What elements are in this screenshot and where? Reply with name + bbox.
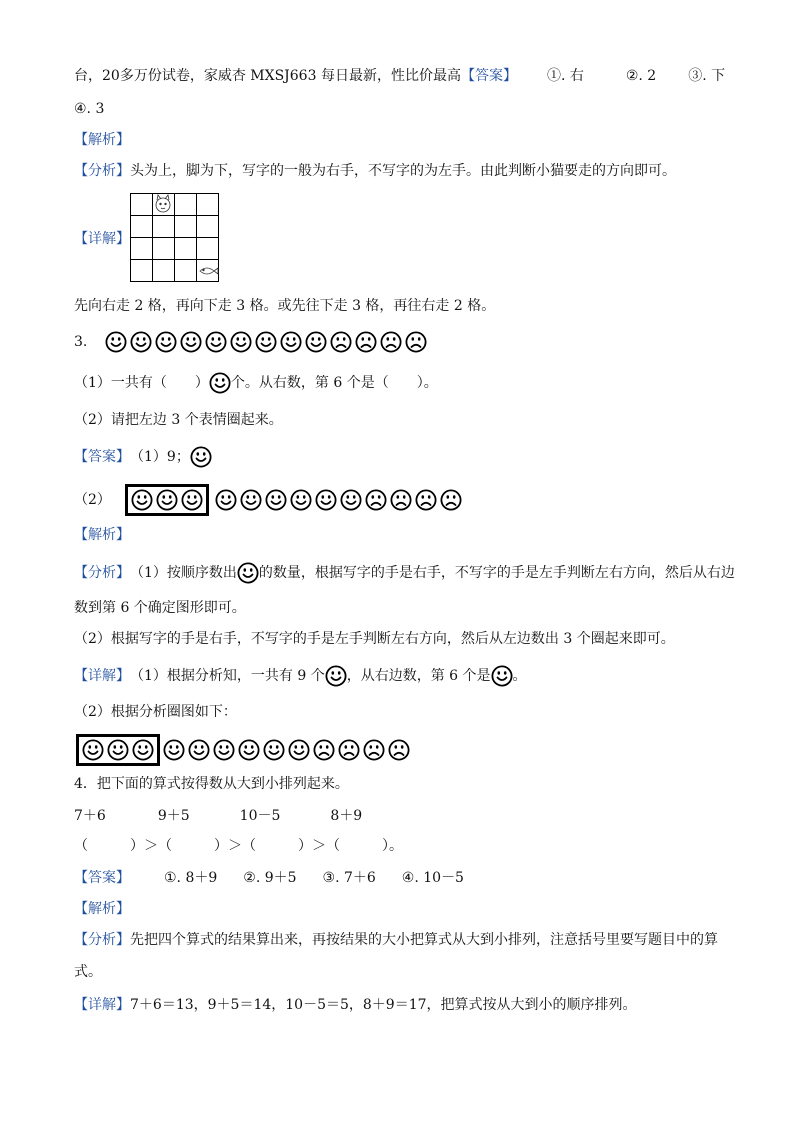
- smile-face-icon: [491, 665, 513, 687]
- smile-face-icon: [190, 446, 212, 468]
- smile-face-icon: [230, 331, 252, 353]
- frown-face-icon: [380, 331, 402, 353]
- expr-4: 8＋9: [330, 808, 363, 824]
- frown-face-icon: [405, 331, 427, 353]
- smile-face-icon: [288, 739, 310, 761]
- expr-2: 9＋5: [157, 808, 190, 824]
- jiexi-heading: 【解析】: [74, 901, 130, 917]
- q3-sub1-text-a: （1）一共有（ ）: [74, 375, 209, 391]
- frown-face-icon: [313, 739, 335, 761]
- q4-ans-4: ④. 10－5: [401, 870, 464, 886]
- frown-face-icon: [415, 489, 437, 511]
- q3-sub1-text-b: 个。从右数，第 6 个是（ ）。: [230, 375, 438, 391]
- smile-face-icon: [315, 489, 337, 511]
- smile-face-icon: [263, 739, 285, 761]
- q4-fenxi-a: 先把四个算式的结果算出来，再按结果的大小把算式从大到小排列，注意括号里要写题目中的算: [130, 932, 718, 948]
- smile-face-icon: [130, 331, 152, 353]
- smile-face-icon: [107, 739, 129, 761]
- q4-ans-1: ①. 8＋9: [164, 870, 218, 886]
- q3-fenxi1-a: （1）按顺序数出: [130, 565, 237, 581]
- expr-1: 7＋6: [74, 808, 106, 824]
- frown-face-icon: [363, 739, 385, 761]
- frown-face-icon: [355, 331, 377, 353]
- smile-face-icon: [156, 489, 178, 511]
- remaining-faces: [163, 739, 410, 761]
- q4-blanks: （ ）＞（ ）＞（ ）＞（ ）。: [74, 838, 403, 854]
- q3-answer1-text: （1）9；: [130, 449, 190, 465]
- smile-face-icon: [82, 739, 104, 761]
- answer-tag: 【答案】: [74, 449, 130, 465]
- answer-1: ①. 右: [546, 68, 584, 84]
- q4-ans-2: ②. 9＋5: [243, 870, 297, 886]
- fish-icon: [200, 268, 218, 274]
- answer-tag: 【答案】: [74, 870, 130, 886]
- q4-fenxi-b: 式。: [74, 964, 102, 980]
- smile-face-icon: [205, 331, 227, 353]
- q4-xiangjie-text: 7＋6＝13，9＋5＝14，10－5＝5，8＋9＝17，把算式按从大到小的顺序排列。: [130, 997, 637, 1013]
- q3-xiangjie1-b: ，从右边数，第 6 个是: [346, 668, 491, 684]
- q3-fenxi1: [74, 562, 735, 584]
- header-prefix: 台，20多万份试卷，家威杏 MXSJ663 每日最新，性比价最高: [74, 68, 461, 84]
- q3-fenxi1-c: 数到第 6 个确定图形即可。: [74, 600, 246, 616]
- frown-face-icon: [330, 331, 352, 353]
- q4-answer: [74, 868, 464, 888]
- xiangjie-tag: 【详解】: [74, 668, 130, 684]
- q3-fenxi2: （2）根据写字的手是右手，不写字的手是左手判断左右方向，然后从左边数出 3 个圈起来即可。: [74, 631, 675, 647]
- answer-3: ③. 下: [688, 68, 726, 84]
- smile-face-icon: [213, 739, 235, 761]
- xiangjie-tag: 【详解】: [74, 997, 130, 1013]
- frown-face-icon: [390, 489, 412, 511]
- q3-faces-row: [74, 331, 427, 353]
- smile-face-icon: [340, 489, 362, 511]
- q4-title: 4．把下面的算式按得数从大到小排列起来。: [74, 776, 349, 792]
- circled-faces-answer: [125, 484, 462, 516]
- q3-answer1: [74, 446, 212, 468]
- cat-fish-grid: [130, 193, 220, 283]
- fenxi-tag: 【分析】: [74, 565, 130, 581]
- jiexi-heading: 【解析】: [74, 132, 130, 148]
- q2-fenxi: [74, 161, 676, 181]
- q3-number: 3.: [74, 334, 88, 350]
- smile-face-icon: [238, 739, 260, 761]
- q3-xiangjie2: （2）根据分析圈图如下：: [74, 704, 237, 720]
- smile-face-icon: [240, 489, 262, 511]
- expr-3: 10－5: [239, 808, 281, 824]
- smile-face-icon: [181, 489, 203, 511]
- smile-face-icon: [290, 489, 312, 511]
- smile-face-icon: [105, 331, 127, 353]
- smile-face-icon: [155, 331, 177, 353]
- answer-4: ④. 3: [74, 101, 105, 117]
- smile-face-icon: [325, 665, 347, 687]
- q4-fenxi: [74, 930, 718, 950]
- smile-face-icon: [131, 489, 153, 511]
- smile-face-icon: [215, 489, 237, 511]
- jiexi-heading: 【解析】: [74, 527, 130, 543]
- smile-face-icon: [255, 331, 277, 353]
- fenxi-tag: 【分析】: [74, 932, 130, 948]
- xiangjie-tag: 【详解】: [74, 231, 130, 247]
- q3-sub2: （2）请把左边 3 个表情圈起来。: [74, 412, 283, 428]
- q3-fenxi1-b: 的数量，根据写字的手是右手，不写字的手是左手判断左右方向，然后从右边: [258, 565, 735, 581]
- header-line: [74, 66, 725, 86]
- q3-answer2: [74, 484, 462, 516]
- q3-xiangjie1-c: 。: [512, 668, 527, 684]
- smile-face-icon: [280, 331, 302, 353]
- remaining-faces: [215, 489, 462, 511]
- cat-icon: [156, 195, 170, 212]
- q4-xiangjie: [74, 995, 637, 1015]
- q3-answer2-text: （2）: [74, 492, 111, 508]
- q3-sub1: [74, 372, 438, 394]
- smile-face-icon: [132, 739, 154, 761]
- answer-2: ②. 2: [625, 68, 657, 84]
- q3-xiangjie1-a: （1）根据分析知，一共有 9 个: [130, 668, 325, 684]
- smile-face-icon: [209, 372, 231, 394]
- smile-face-icon: [188, 739, 210, 761]
- answer-tag: 【答案】: [460, 68, 517, 84]
- smile-face-icon: [237, 562, 259, 584]
- smile-face-icon: [163, 739, 185, 761]
- frown-face-icon: [365, 489, 387, 511]
- smile-face-icon: [180, 331, 202, 353]
- q4-ans-3: ③. 7＋6: [322, 870, 376, 886]
- q3-xiangjie1: [74, 665, 527, 687]
- faces-list: [105, 331, 427, 353]
- smile-face-icon: [265, 489, 287, 511]
- fenxi-text: 头为上，脚为下，写字的一般为右手，不写字的为左手。由此判断小猫要走的方向即可。: [130, 163, 676, 179]
- frown-face-icon: [338, 739, 360, 761]
- fenxi-tag: 【分析】: [74, 163, 130, 179]
- circled-group: [125, 484, 209, 516]
- frown-face-icon: [440, 489, 462, 511]
- q3-circled-faces-detail: [76, 734, 410, 766]
- circled-group: [76, 734, 160, 766]
- frown-face-icon: [388, 739, 410, 761]
- q2-conclusion: 先向右走 2 格，再向下走 3 格。或先往下走 3 格，再往右走 2 格。: [74, 298, 496, 314]
- smile-face-icon: [305, 331, 327, 353]
- q4-expressions: [74, 806, 362, 826]
